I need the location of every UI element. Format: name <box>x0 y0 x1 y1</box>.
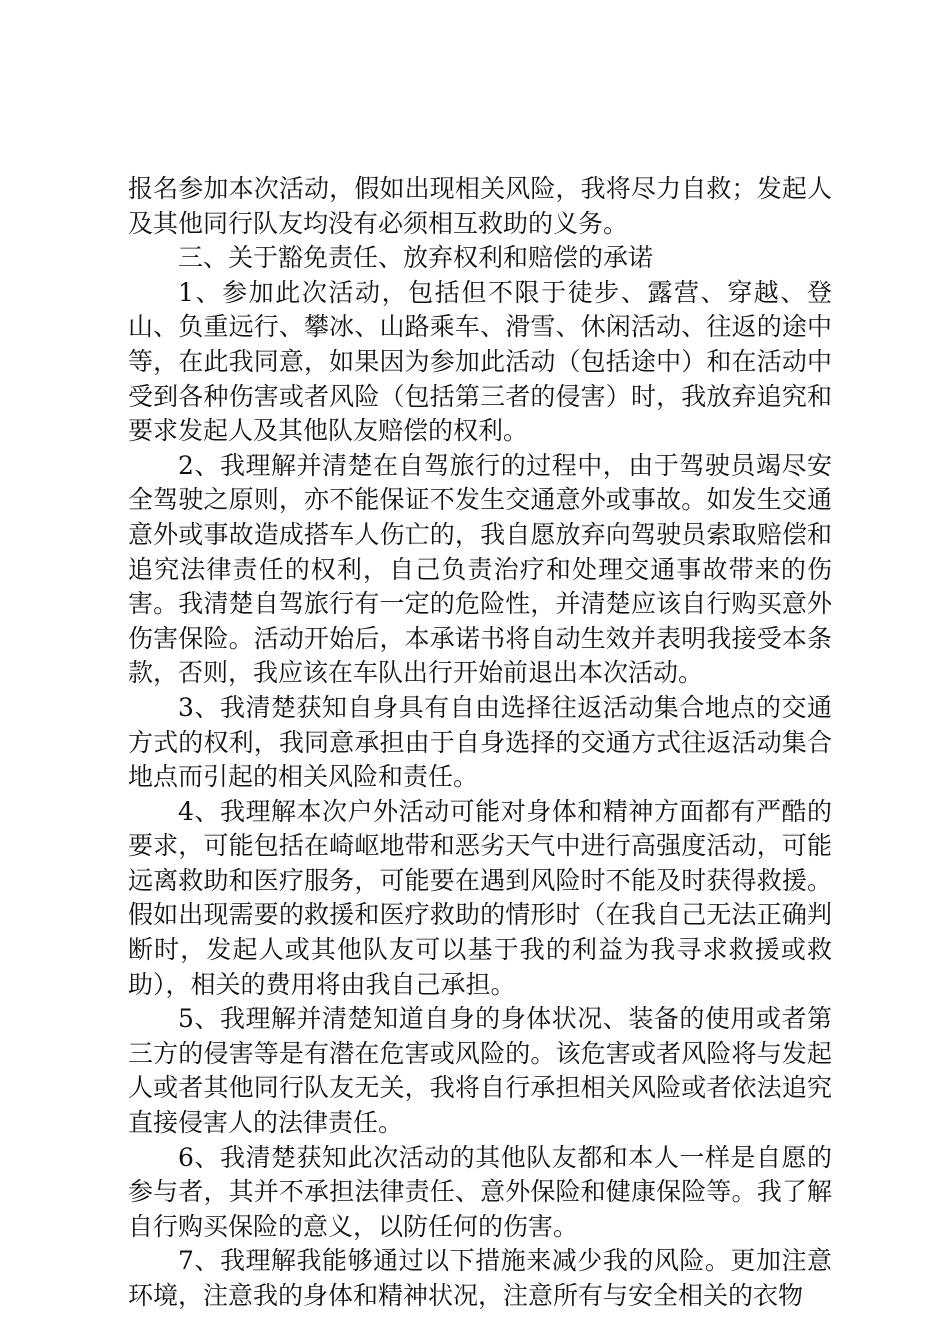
clause-3: 3、我清楚获知自身具有自由选择往返活动集合地点的交通方式的权利，我同意承担由于自身选择的交通方式往返活动集合地点而引起的相关风险和责任。 <box>128 692 832 792</box>
paragraph-continuation: 报名参加本次活动，假如出现相关风险，我将尽力自救；发起人及其他同行队友均没有必须相互救助的义务。 <box>128 174 832 238</box>
clause-6: 6、我清楚获知此次活动的其他队友都和本人一样是自愿的参与者，其并不承担法律责任、意外保险和健康保险等。我了解自行购买保险的意义，以防任何的伤害。 <box>128 1142 832 1241</box>
clause-1: 1、参加此次活动，包括但不限于徒步、露营、穿越、登山、负重远行、攀冰、山路乘车、滑雪、休闲活动、往返的途中等，在此我同意，如果因为参加此活动（包括途中）和在活动中受到各种伤害或者风险（包括第三者的侵害）时，我放弃追究和要求发起人及其他队友赔偿的权利。 <box>128 277 832 446</box>
clause-4: 4、我理解本次户外活动可能对身体和精神方面都有严酷的要求，可能包括在崎岖地带和恶劣天气中进行高强度活动，可能远离救助和医疗服务，可能要在遇到风险时不能及时获得救援。假如出现需要的救援和医疗救助的情形时（在我自己无法正确判断时，发起人或其他队友可以基于我的利益为我寻求救援或救助），相关的费用将由我自己承担。 <box>128 796 832 999</box>
clause-2: 2、我理解并清楚在自驾旅行的过程中，由于驾驶员竭尽安全驾驶之原则，亦不能保证不发生交通意外或事故。如发生交通意外或事故造成搭车人伤亡的，我自愿放弃向驾驶员索取赔偿和追究法律责任的权利，自己负责治疗和处理交通事故带来的伤害。我清楚自驾旅行有一定的危险性，并清楚应该自行购买意外伤害保险。活动开始后，本承诺书将自动生效并表明我接受本条款，否则，我应该在车队出行开始前退出本次活动。 <box>128 450 832 688</box>
document-body <box>128 172 832 1314</box>
clause-7: 7、我理解我能够通过以下措施来减少我的风险。更加注意环境，注意我的身体和精神状况，注意所有与安全相关的衣物 <box>128 1246 832 1310</box>
clause-5: 5、我理解并清楚知道自身的身体状况、装备的使用或者第三方的侵害等是有潜在危害或风险的。该危害或者风险将与发起人或者其他同行队友无关，我将自行承担相关风险或者依法追究直接侵害人的法律责任。 <box>128 1004 832 1138</box>
section-heading: 三、关于豁免责任、放弃权利和赔偿的承诺 <box>178 243 654 273</box>
